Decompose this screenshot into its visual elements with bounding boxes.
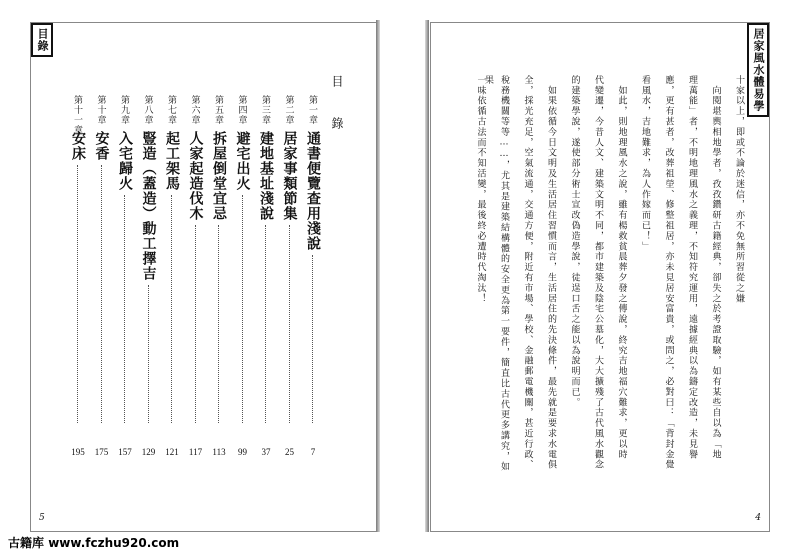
chapter-page-number: 175 (94, 447, 109, 457)
watermark (8, 534, 179, 551)
chapter-title: 安床 (70, 131, 86, 161)
leader-dots (312, 255, 313, 423)
chapter-page-number: 121 (165, 447, 179, 457)
chapter-page-number: 129 (141, 447, 156, 457)
text-column: 理萬能」者，不明地理風水之義理，不知符究運用，遠據經典以為鑄定改造，未見譽 (687, 75, 697, 460)
toc-entry (232, 95, 254, 457)
text-column: 全，採光充足，空氣流通，交通方便，附近有市場、學校、金融郵電機關，甚近行政、 (522, 75, 533, 471)
text-column: 十家以上，即或不論於迷信，亦不免無所習從之嫌 (734, 75, 744, 304)
text-column: 如果依循今日文明及生活居住習慣而言，生活居住的先決條件，最先就是要求水電俱 (546, 75, 556, 471)
leader-dots (218, 225, 219, 423)
chapter-number: 第三章 (260, 95, 270, 125)
chapter-number: 第四章 (236, 95, 247, 125)
leader-dots (265, 225, 266, 423)
text-column: 的建築學說，遂使部分術士宣改偽造學說，徒逞口舌之能以為說明而已。 (569, 75, 580, 408)
toc-entry (91, 95, 113, 457)
leader-dots (242, 195, 243, 423)
chapter-title: 安香 (93, 131, 110, 161)
chapter-page-number: 25 (285, 447, 294, 457)
chapter-page-number: 117 (188, 447, 203, 457)
leader-dots (148, 285, 149, 423)
toc-entry (138, 95, 160, 457)
text-column: 稅務機關等等……，尤其是建築結構體的安全更為第一要件，簡直比古代更多講究，如果 (483, 75, 509, 473)
chapter-title: 拆屋倒堂宜忌 (211, 131, 227, 221)
toc-entry (208, 95, 230, 457)
text-column: 向閱堪輿相地學者，孜孜鑽研古籍經典，卻失之於考證取驗，如有某些自以為「地 (710, 75, 721, 460)
chapter-number: 第七章 (166, 95, 176, 125)
leader-dots (289, 225, 290, 423)
chapter-title: 豎造（蓋造）動工擇吉 (140, 131, 157, 281)
chapter-title: 建地基址淺說 (258, 131, 274, 221)
leader-dots (124, 195, 125, 423)
book-title-tab: 居家風水體易學 (747, 23, 769, 117)
chapter-title: 起工架馬 (164, 131, 180, 191)
page-number: 5 (39, 513, 45, 523)
chapter-number: 第十一章 (72, 95, 82, 135)
chapter-page-number: 113 (212, 447, 226, 457)
toc-entry (67, 95, 89, 457)
toc-entry (185, 95, 207, 457)
chapter-title: 居家事類節集 (281, 131, 298, 221)
spine-shadow-left (376, 20, 380, 532)
page-number: 4 (755, 513, 761, 523)
text-column: 看風水，吉地難求，為人作嫁而已！」 (640, 75, 650, 252)
chapter-number: 第六章 (189, 95, 200, 125)
left-page (30, 22, 377, 532)
chapter-page-number: 37 (261, 447, 271, 457)
text-column: 應，更有甚者，改葬祖塋、修整祖居，亦未見居安富貴，或問之，必對曰：「背封金覺 (663, 75, 674, 471)
toc-entry (279, 95, 301, 457)
chapter-title: 通書便覽查用淺說 (305, 131, 321, 251)
toc-entry (302, 95, 324, 457)
chapter-page-number: 99 (238, 447, 247, 457)
leader-dots (77, 165, 78, 423)
watermark-label: 古籍库 (8, 536, 45, 550)
chapter-number: 第九章 (119, 95, 129, 125)
chapter-title: 人家起造伐木 (187, 131, 204, 221)
leader-dots (101, 165, 102, 423)
chapter-title: 入宅歸火 (117, 131, 133, 191)
text-column: 代變遷，今昔人文、建築文明不同，都市建築及陰宅公墓化，大大擴殘了古代風水觀念 (593, 75, 603, 471)
chapter-page-number: 7 (310, 447, 316, 457)
leader-dots (195, 225, 196, 423)
section-tab: 目錄 (31, 23, 53, 57)
toc-entry (255, 95, 277, 457)
chapter-number: 第二章 (283, 95, 294, 125)
text-column: 如此，則地理風水之說，雖有楊救貧晨葬夕發之傳說，終究吉地福穴難求，更以時 (616, 75, 627, 460)
toc-entry (114, 95, 136, 457)
chapter-title: 避宅出火 (234, 131, 251, 191)
chapter-page-number: 157 (118, 447, 132, 457)
text-column: 一味依循古法而不知活變，最後終必遭時代淘汰！ (475, 75, 486, 304)
watermark-url: www.fczhu920.com (48, 536, 180, 550)
spine-shadow-right (425, 20, 429, 532)
chapter-number: 第八章 (142, 95, 153, 125)
right-page (430, 22, 770, 532)
toc-title: 目 錄 (330, 75, 344, 137)
chapter-number: 第五章 (213, 95, 223, 125)
chapter-number: 第一章 (307, 95, 317, 125)
leader-dots (171, 195, 172, 423)
chapter-page-number: 195 (71, 447, 85, 457)
chapter-number: 第十章 (95, 95, 106, 125)
toc-entry (161, 95, 183, 457)
